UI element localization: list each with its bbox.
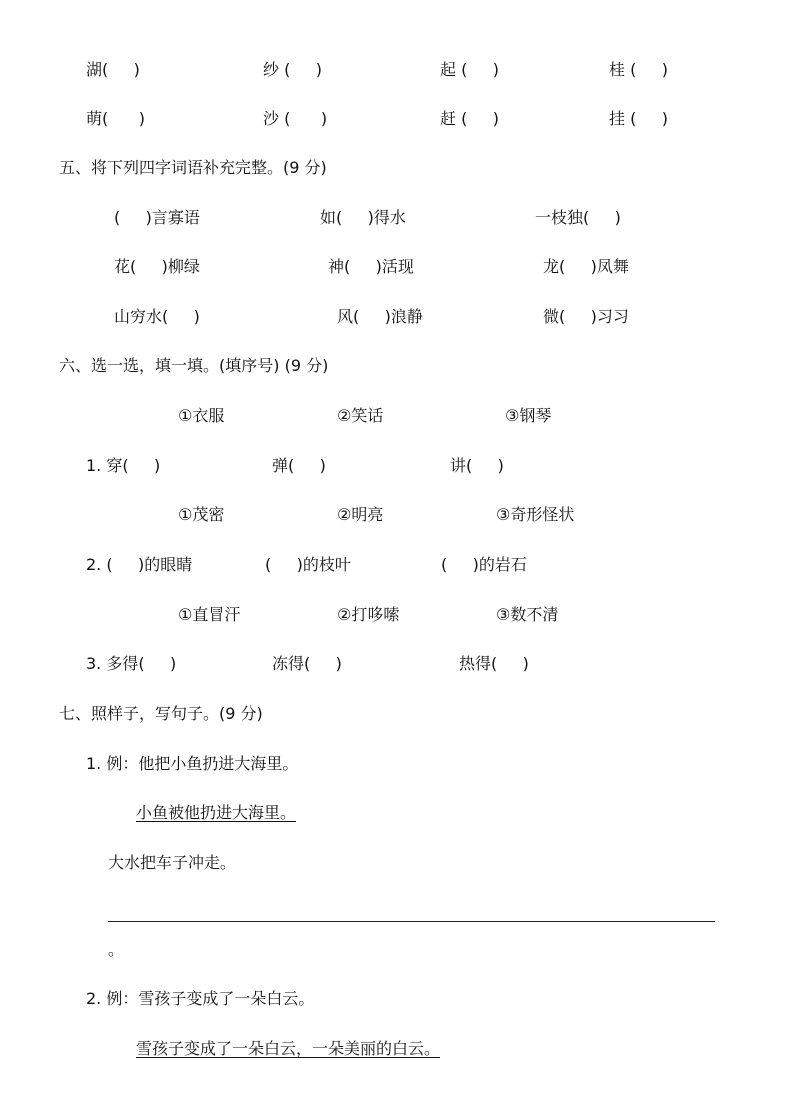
option-item: ③数不清 [496,605,559,624]
idiom-item: 山穷水( ) [114,307,200,326]
option-item: ①衣服 [178,406,225,425]
question-item: ( )的枝叶 [265,555,351,574]
section-5-heading: 五、将下列四字词语补充完整。(9 分) [59,158,327,177]
char-item: 起 ( ) [440,60,500,79]
idiom-item: ( )言寡语 [114,208,200,227]
idiom-item: 龙( )凤舞 [543,257,629,276]
idiom-item: 一枝独( ) [535,208,621,227]
question-item: 热得( ) [459,654,529,673]
idiom-item: 如( )得水 [320,208,406,227]
char-item: 挂 ( ) [609,109,669,128]
end-punctuation: 。 [108,940,125,959]
example-answer: 小鱼被他扔进大海里。 [136,803,297,822]
char-item: 赶 ( ) [440,109,500,128]
task-sentence: 大水把车子冲走。 [108,853,237,872]
answer-line[interactable] [108,921,715,922]
question-item: 2. ( )的眼睛 [86,555,193,574]
char-item: 桂 ( ) [609,60,669,79]
question-item: ( )的岩石 [441,555,527,574]
example-sentence: 1. 例：他把小鱼扔进大海里。 [86,754,299,773]
option-item: ③钢琴 [505,406,552,425]
char-item: 萌( ) [86,109,146,128]
idiom-item: 花( )柳绿 [114,257,200,276]
option-item: ②明亮 [337,505,384,524]
example-sentence: 2. 例：雪孩子变成了一朵白云。 [86,989,315,1008]
question-item: 讲( ) [450,456,504,475]
option-item: ②笑话 [337,406,384,425]
option-item: ③奇形怪状 [496,505,575,524]
question-item: 1. 穿( ) [86,456,161,475]
section-7-heading: 七、照样子，写句子。(9 分) [59,704,263,723]
idiom-item: 微( )习习 [543,307,629,326]
idiom-item: 神( )活现 [328,257,414,276]
section-6-heading: 六、选一选，填一填。(填序号) (9 分) [59,356,329,375]
char-item: 纱 ( ) [263,60,323,79]
option-item: ②打哆嗦 [337,605,400,624]
char-item: 湖( ) [86,60,140,79]
option-item: ①直冒汗 [178,605,241,624]
idiom-item: 风( )浪静 [337,307,423,326]
question-item: 弹( ) [272,456,326,475]
question-item: 3. 多得( ) [86,654,177,673]
example-answer: 雪孩子变成了一朵白云，一朵美丽的白云。 [136,1039,441,1058]
char-item: 沙 ( ) [263,109,328,128]
option-item: ①茂密 [178,505,225,524]
question-item: 冻得( ) [272,654,342,673]
